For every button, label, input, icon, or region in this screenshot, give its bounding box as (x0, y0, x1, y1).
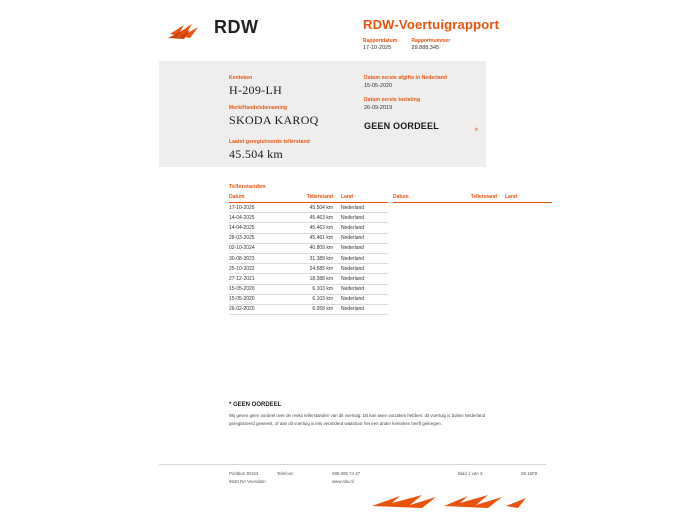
cell-land: Nederland (333, 203, 388, 213)
footer-website[interactable]: www.rdw.nl (332, 478, 354, 484)
odometer-column-right (393, 194, 557, 315)
cell-tellerstand: 6.058 km (275, 304, 333, 314)
merk-value: SKODA KAROQ (229, 113, 319, 127)
cell-tellerstand: 45.463 km (275, 213, 333, 223)
col-header-tellerstand: Tellerstand (275, 194, 333, 203)
report-title: RDW-Voertuigrapport (363, 17, 500, 32)
cell-tellerstand: 24.585 km (275, 264, 333, 274)
col-header-datum: Datum (229, 194, 275, 203)
cell-datum: 14-04-2025 (229, 213, 275, 223)
cell-tellerstand: 45.504 km (275, 203, 333, 213)
table-row (229, 243, 388, 253)
col-header-datum-2: Datum (393, 194, 439, 203)
table-row (229, 304, 388, 314)
table-row (229, 294, 388, 304)
cell-land: Nederland (333, 294, 388, 304)
cell-datum: 14-04-2025 (229, 223, 275, 233)
cell-tellerstand: 18.388 km (275, 274, 333, 284)
cell-tellerstand: 6.103 km (275, 294, 333, 304)
cell-tellerstand: 6.103 km (275, 284, 333, 294)
cell-datum: 26-02-2020 (229, 304, 275, 314)
cell-land: Nederland (333, 274, 388, 284)
footer-divider (159, 464, 546, 465)
footnote-title-text: GEEN OORDEEL (233, 402, 282, 408)
table-row (229, 203, 388, 213)
table-row (229, 233, 388, 243)
footer-address-line2: 9640 RA Veendam (229, 478, 266, 484)
footnote-marker: * (229, 402, 232, 408)
footer-address (229, 470, 266, 486)
footnote-title (229, 402, 499, 408)
odometer-column-left (229, 194, 393, 315)
cell-datum: 27-12-2021 (229, 274, 275, 284)
cell-land: Nederland (333, 223, 388, 233)
last-odometer-value: 45.504 km (229, 147, 284, 161)
first-admission-value: 26-09-2019 (364, 105, 393, 111)
cell-land: Nederland (333, 213, 388, 223)
cell-land: Nederland (333, 243, 388, 253)
cell-datum: 02-10-2024 (229, 243, 275, 253)
last-odometer-label: Laatst geregistreerde tellerstand (229, 139, 310, 145)
table-header-row (229, 194, 388, 203)
odometer-rows-left (229, 203, 388, 315)
footer-address-line1: Postbus 30163 (229, 471, 259, 476)
odometer-table-right (393, 194, 552, 203)
first-admission-label: Datum eerste toelating (364, 97, 421, 103)
footer-phone-value: 088 008 74 47 (332, 471, 361, 476)
report-meta-values (363, 45, 439, 51)
footer-phone-label: Telefoon (277, 471, 294, 476)
vehicle-dates-block (364, 75, 484, 131)
cell-datum: 30-08-2023 (229, 253, 275, 263)
footer-version: 08 16F8 (521, 471, 538, 476)
cell-land: Nederland (333, 253, 388, 263)
merk-label: Merk/Handelsbenaming (229, 105, 288, 111)
report-date-label: Rapportdatum (363, 38, 398, 44)
kenteken-label: Kenteken (229, 75, 253, 81)
table-row (229, 284, 388, 294)
table-row (229, 253, 388, 263)
report-number-value: 29.888.345 (411, 45, 440, 51)
cell-land: Nederland (333, 264, 388, 274)
table-row (229, 213, 388, 223)
verdict-badge: GEEN OORDEEL (364, 121, 439, 131)
cell-tellerstand: 40.809 km (275, 243, 333, 253)
footnote-block (229, 402, 499, 427)
odometer-section (229, 184, 559, 315)
report-meta-labels (363, 38, 450, 44)
col-header-land: Land (333, 194, 388, 203)
odometer-section-title: Tellerstanden (229, 184, 266, 190)
cell-datum: 15-05-2020 (229, 284, 275, 294)
vehicle-summary-band (159, 61, 486, 167)
cell-tellerstand: 45.461 km (275, 233, 333, 243)
footer-contact (332, 470, 360, 486)
table-header-row (393, 194, 552, 203)
cell-datum: 25-10-2022 (229, 264, 275, 274)
cell-land: Nederland (333, 233, 388, 243)
kenteken-value: H-209-LH (229, 83, 283, 97)
col-header-tellerstand-2: Tellerstand (439, 194, 497, 203)
cell-land: Nederland (333, 284, 388, 294)
col-header-land-2: Land (497, 194, 552, 203)
odometer-table-left (229, 194, 388, 315)
footer-page-label: Blad 1 van 3 (458, 471, 483, 476)
cell-tellerstand: 45.463 km (275, 223, 333, 233)
cell-datum: 15-05-2020 (229, 294, 275, 304)
table-row (229, 274, 388, 284)
rdw-flame-logo-footer-icon (370, 492, 530, 510)
rdw-flame-logo-icon (168, 14, 208, 40)
cell-land: Nederland (333, 304, 388, 314)
table-row (229, 264, 388, 274)
cell-tellerstand: 31.389 km (275, 253, 333, 263)
first-registration-nl-label: Datum eerste afgifte in Nederland (364, 75, 448, 81)
cell-datum: 28-03-2025 (229, 233, 275, 243)
verdict-footnote-marker: * (474, 126, 478, 136)
document-header (0, 0, 685, 60)
report-number-label: Rapportnummer (411, 38, 451, 44)
last-odometer-block (229, 139, 369, 169)
vehicle-identity-block (229, 75, 369, 135)
footnote-body: Wij geven geen oordeel over de reeks tellerstanden van dit voertuig. Dit kan twee oorzaken hebben: dit voertuig is buiten Nederland geregistreerd geweest, of aan dit voertuig is iets veranderd waardoor het een ander kenteken heeft gekregen. (229, 413, 486, 426)
cell-datum: 17-10-2025 (229, 203, 275, 213)
rdw-logo-block (168, 14, 259, 40)
first-registration-nl-value: 15-05-2020 (364, 83, 393, 89)
table-row (229, 223, 388, 233)
rdw-wordmark: RDW (214, 16, 259, 37)
report-date-value: 17-10-2025 (363, 45, 392, 51)
